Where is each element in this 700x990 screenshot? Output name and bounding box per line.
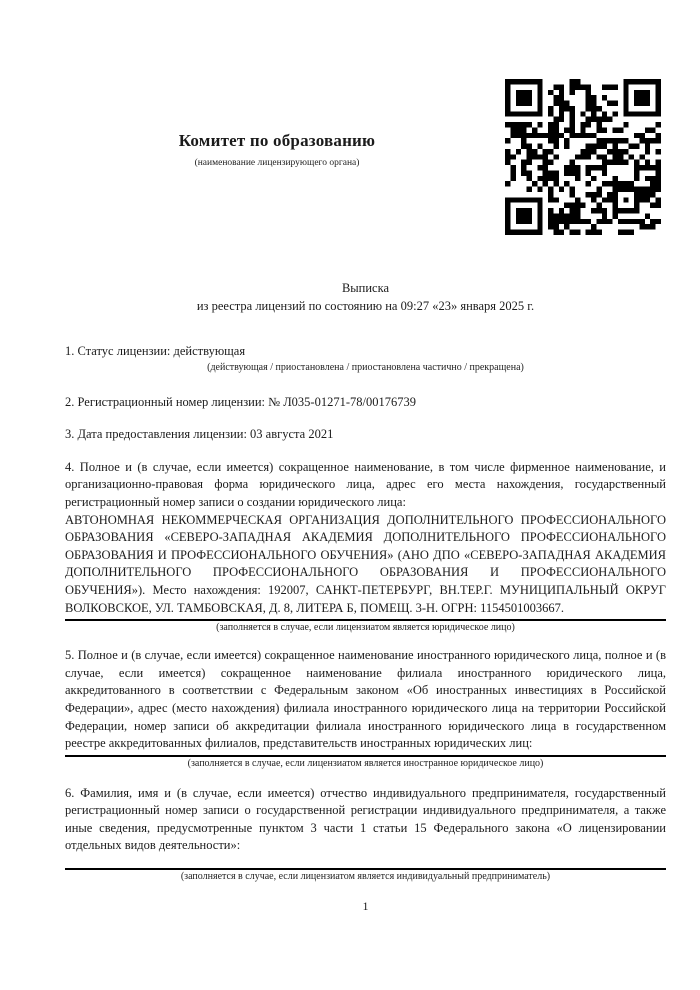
grant-date-line: 3. Дата предоставления лицензии: 03 августа 2021	[65, 427, 334, 442]
license-status-line: 1. Статус лицензии: действующая	[65, 344, 246, 358]
document-body	[65, 0, 666, 914]
authority-name: Комитет по образованию	[178, 131, 376, 150]
individual-entrepreneur-section-text: 6. Фамилия, имя и (в случае, если имеется) отчество индивидуального предпринимателя, государственный регистрационный номер записи о государственной регистрации индивидуального предпринимателя, а также иные сведения, предусмотренные пунктом 3 части 1 статьи 15 Федерального закона «О лицензировании отдельных видов деятельности»:	[65, 785, 666, 853]
legal-entity-name-and-address: АВТОНОМНАЯ НЕКОММЕРЧЕСКАЯ ОРГАНИЗАЦИЯ ДОПОЛНИТЕЛЬНОГО ПРОФЕССИОНАЛЬНОГО ОБРАЗОВАНИЯ «СЕВЕРО-ЗАПАДНАЯ АКАДЕМИЯ ДОПОЛНИТЕЛЬНОГО ПРОФЕССИОНАЛЬНОГО ОБРАЗОВАНИЯ И ПРОФЕССИОНАЛЬНОГО ОБУЧЕНИЯ» (АНО ДПО «СЕВЕРО-ЗАПАДНАЯ АКАДЕМИЯ ДОПОЛНИТЕЛЬНОГО ПРОФЕССИОНАЛЬНОГО ОБРАЗОВАНИЯ И ПРОФЕССИОНАЛЬНОГО ОБУЧЕНИЯ»). Место нахождения: 192007, САНКТ-ПЕТЕРБУРГ, ВН.ТЕР.Г. МУНИЦИПАЛЬНЫЙ ОКРУГ ВОЛКОВСКОЕ, УЛ. ТАМБОВСКАЯ, Д. 8, ЛИТЕРА Б, ПОМЕЩ. 3-Н. ОГРН: 1154501003667.	[65, 512, 666, 615]
legal-entity-caption: (заполняется в случае, если лицензиатом является юридическое лицо)	[216, 622, 515, 634]
document-title-line2: из реестра лицензий по состоянию на 09:27 «23» января 2025 г.	[196, 299, 535, 313]
license-status-options-caption: (действующая / приостановлена / приостановлена частично / прекращена)	[207, 361, 524, 373]
foreign-entity-section-text: 5. Полное и (в случае, если имеется) сокращенное наименование иностранного юридического лица, полное и (в случае, если имеется) сокращенное наименование филиала иностранного юридического лица, аккредитованного в соответствии с Федеральным законом «Об иностранных инвестициях в Российской Федерации», адрес (место нахождения) филиала иностранного юридического лица на территории Российской Федерации, номер записи об аккредитации филиала иностранного юридического лица в государственном реестре аккредитованных филиалов, представительств иностранных юридических лиц:	[65, 648, 666, 751]
individual-entrepreneur-caption: (заполняется в случае, если лицензиатом является индивидуальный предприниматель)	[180, 871, 551, 883]
foreign-entity-caption: (заполняется в случае, если лицензиатом является иностранное юридическое лицо)	[187, 757, 544, 769]
registration-number-line: 2. Регистрационный номер лицензии: № Л035-01271-78/00176739	[65, 394, 416, 409]
document-title	[65, 279, 666, 315]
legal-entity-section-text: 4. Полное и (в случае, если имеется) сокращенное наименование, в том числе фирменное наименование, и организационно-правовая форма юридического лица, адрес его места нахождения, государственный регистрационный номер записи о создании юридического лица:	[65, 459, 666, 509]
document-title-line1: Выписка	[341, 281, 390, 295]
authority-caption: (наименование лицензирующего органа)	[194, 158, 360, 168]
page-number: 1	[362, 899, 369, 914]
